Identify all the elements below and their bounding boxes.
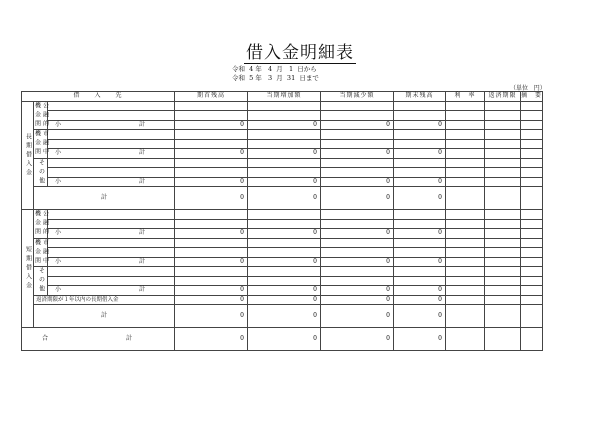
- value-cell: 0: [321, 295, 394, 305]
- grand-total-row: [22, 328, 543, 351]
- subtotal-row: [22, 177, 543, 187]
- value-cell: 0: [248, 177, 321, 187]
- loan-table: [21, 91, 543, 351]
- value-cell: 0: [394, 149, 446, 159]
- subtotal-row: [22, 149, 543, 159]
- subtotal-label: 小 計: [48, 120, 175, 130]
- header-closing: 期末残高: [394, 92, 446, 102]
- total-row: [22, 305, 543, 328]
- table-row: [22, 139, 543, 149]
- current-portion-label: 返済期限が１年以内の長期借入金: [34, 295, 175, 305]
- total-label: 計: [34, 187, 175, 210]
- value-cell: 0: [394, 120, 446, 130]
- value-cell: 0: [175, 295, 248, 305]
- value-cell: 0: [175, 305, 248, 328]
- total-row: [22, 187, 543, 210]
- value-cell: 0: [394, 328, 446, 351]
- subtotal-label: 小 計: [48, 149, 175, 159]
- value-cell: 0: [321, 229, 394, 239]
- table-row: [22, 210, 543, 220]
- value-cell: 0: [321, 305, 394, 328]
- value-cell: 0: [321, 149, 394, 159]
- subtotal-row: [22, 120, 543, 130]
- value-cell: 0: [248, 187, 321, 210]
- long-term-label: 長期借入金: [22, 101, 34, 210]
- table-row: [22, 276, 543, 286]
- group-public: 公融的機金関: [33, 210, 49, 238]
- value-cell: 0: [321, 286, 394, 296]
- table-row: [22, 158, 543, 168]
- value-cell: 0: [175, 328, 248, 351]
- value-cell: 0: [248, 305, 321, 328]
- value-cell: 0: [175, 229, 248, 239]
- value-cell: 0: [175, 286, 248, 296]
- value-cell: 0: [175, 177, 248, 187]
- group-city: 市融中機金関: [33, 238, 49, 266]
- header-row: [22, 92, 543, 102]
- table-row: [22, 130, 543, 140]
- value-cell: 0: [321, 120, 394, 130]
- subtotal-label: 小 計: [48, 257, 175, 267]
- header-lender: 借 入 先: [22, 92, 175, 102]
- table-row: [22, 111, 543, 121]
- table-row: [22, 248, 543, 258]
- subtotal-row: [22, 257, 543, 267]
- header-increase: 当期増加額: [248, 92, 321, 102]
- subtotal-row: [22, 286, 543, 296]
- group-other: その他: [34, 267, 48, 296]
- value-cell: 0: [248, 295, 321, 305]
- value-cell: 0: [321, 177, 394, 187]
- group-other: その他: [34, 158, 48, 187]
- subtotal-label: 小 計: [48, 229, 175, 239]
- header-repayment: 返済期限: [485, 92, 521, 102]
- short-term-label: 短期借入金: [22, 210, 34, 328]
- value-cell: 0: [175, 257, 248, 267]
- value-cell: 0: [394, 229, 446, 239]
- table-row: [22, 101, 543, 111]
- value-cell: 0: [321, 328, 394, 351]
- value-cell: 0: [248, 120, 321, 130]
- group-city: 市融中機金関: [33, 130, 49, 158]
- value-cell: 0: [248, 286, 321, 296]
- subtotal-label: 小 計: [48, 177, 175, 187]
- value-cell: 0: [394, 286, 446, 296]
- value-cell: 0: [248, 229, 321, 239]
- current-portion-row: [22, 295, 543, 305]
- table-row: [22, 168, 543, 178]
- header-remarks: 摘 要: [521, 92, 543, 100]
- subtotal-row: [22, 229, 543, 239]
- unit-label: （単位 円）: [510, 85, 546, 92]
- value-cell: 0: [321, 187, 394, 210]
- value-cell: 0: [248, 257, 321, 267]
- value-cell: 0: [394, 177, 446, 187]
- value-cell: 0: [394, 305, 446, 328]
- period-to: 令和 5 年 3 月 31 日まで: [232, 74, 319, 82]
- value-cell: 0: [321, 257, 394, 267]
- value-cell: 0: [394, 295, 446, 305]
- value-cell: 0: [175, 149, 248, 159]
- table-row: [22, 267, 543, 277]
- value-cell: 0: [175, 187, 248, 210]
- table-row: [22, 238, 543, 248]
- value-cell: 0: [394, 187, 446, 210]
- value-cell: 0: [394, 257, 446, 267]
- header-decrease: 当期減少額: [321, 92, 394, 102]
- subtotal-label: 小 計: [48, 286, 175, 296]
- period-from: 令和 4 年 4 月 1 日から: [232, 65, 317, 73]
- grand-total-label: 合 計: [22, 328, 175, 351]
- table-row: [22, 219, 543, 229]
- header-rate: 利 率: [446, 92, 485, 102]
- group-public: 公融的機金関: [33, 101, 49, 129]
- total-label: 計: [34, 305, 175, 328]
- value-cell: 0: [248, 328, 321, 351]
- value-cell: 0: [248, 149, 321, 159]
- header-opening: 期首残高: [175, 92, 248, 102]
- value-cell: 0: [175, 120, 248, 130]
- page-title: 借入金明細表: [246, 43, 354, 63]
